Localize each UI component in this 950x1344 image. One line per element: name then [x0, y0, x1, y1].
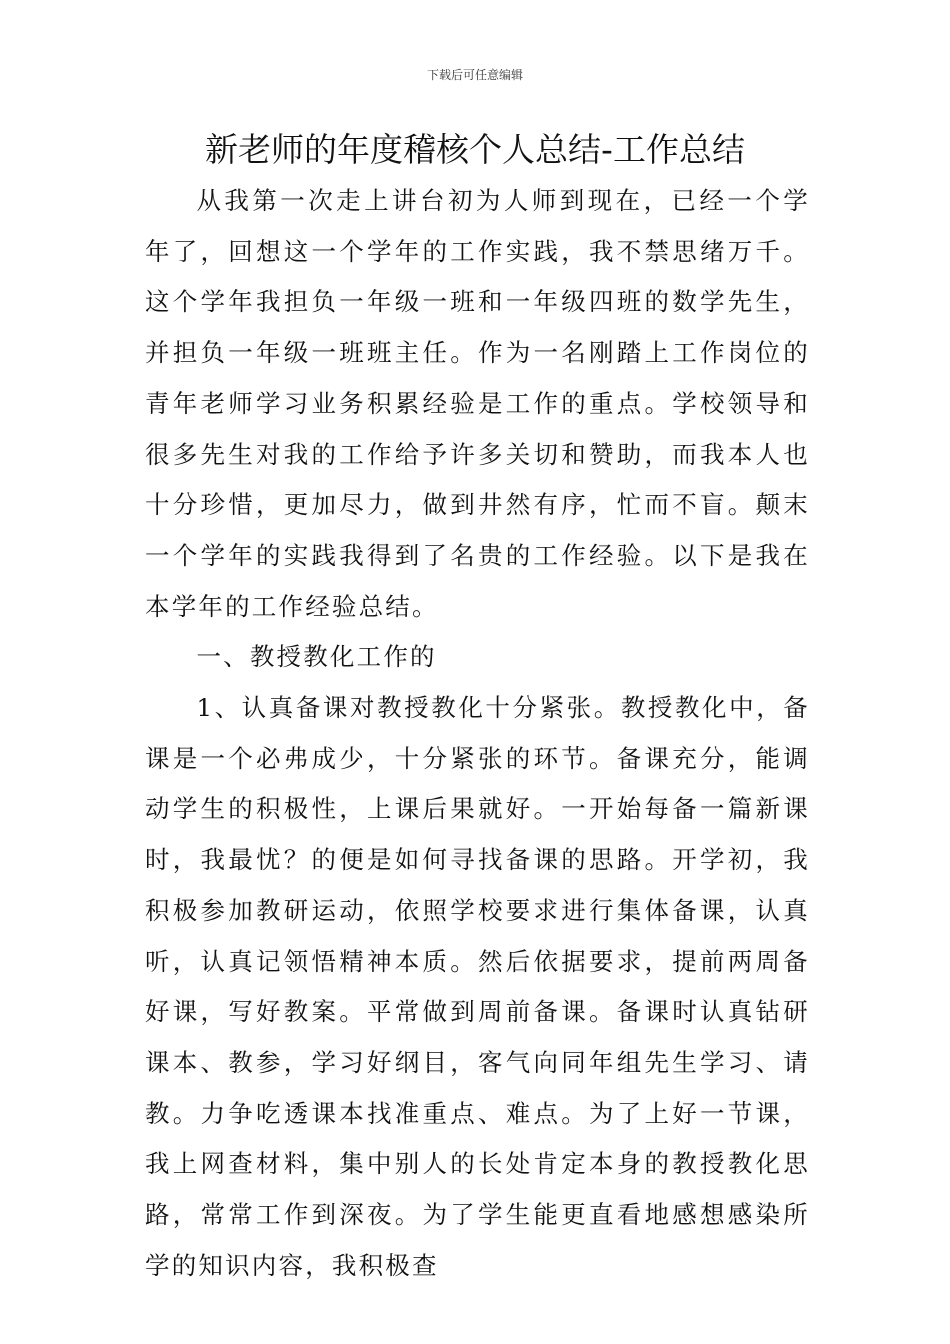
- document-title: 新老师的年度稽核个人总结-工作总结: [205, 130, 745, 169]
- paragraph-intro: 从我第一次走上讲台初为人师到现在，已经一个学年了，回想这一个学年的工作实践，我不禁思绪万千。这个学年我担负一年级一班和一年级四班的数学先生，并担负一年级一班班主任。作为一名刚踏上工作岗位的青年老师学习业务积累经验是工作的重点。学校领导和很多先生对我的工作给予许多关切和赞助，而我本人也十分珍惜，更加尽力，做到井然有序，忙而不盲。颠末一个学年的实践我得到了名贵的工作经验。以下是我在本学年的工作经验总结。: [145, 186, 810, 621]
- paragraph-lesson-prep: 1、认真备课对教授教化十分紧张。教授教化中，备课是一个必弗成少，十分紧张的环节。备课充分，能调动学生的积极性，上课后果就好。一开始每备一篇新课时，我最忧？的便是如何寻找备课的思路。开学初，我积极参加教研运动，依照学校要求进行集体备课，认真听，认真记领悟精神本质。然后依据要求，提前两周备好课，写好教案。平常做到周前备课。备课时认真钻研课本、教参，学习好纲目，客气向同年组先生学习、请教。力争吃透课本找准重点、难点。为了上好一节课，我上网查材料，集中别人的长处肯定本身的教授教化思路，常常工作到深夜。为了学生能更直看地感想感染所学的知识内容，我积极查: [145, 693, 810, 1280]
- paragraph-section-heading: 一、教授教化工作的: [196, 642, 437, 672]
- document-body: [145, 176, 810, 1291]
- header-note: 下载后可任意编辑: [426, 68, 523, 82]
